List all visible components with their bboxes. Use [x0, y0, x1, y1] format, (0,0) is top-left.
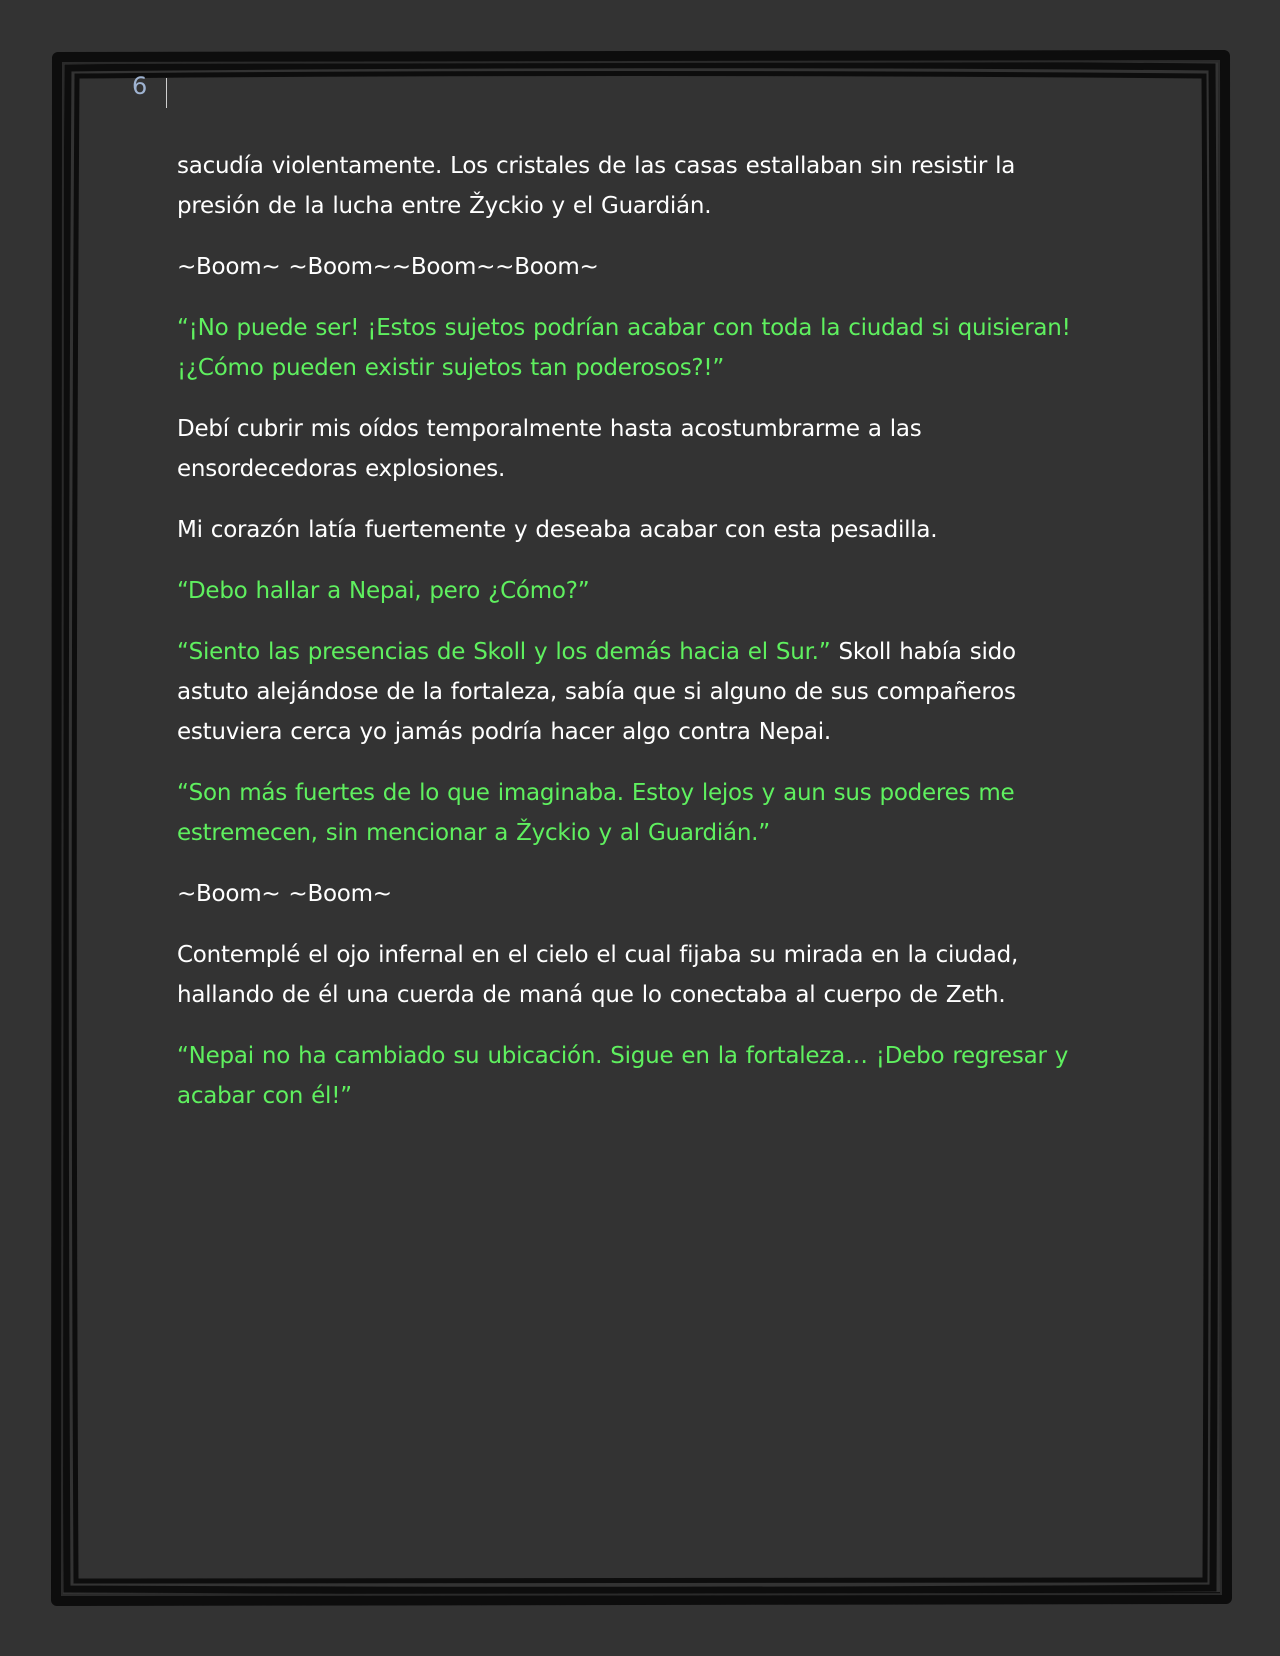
paragraph — [177, 571, 1087, 611]
narration-text: Contemplé el ojo infernal en el cielo el cual fijaba su mirada en la ciudad, hallando de él una cuerda de maná que lo conectaba al cuerpo de Zeth. — [177, 942, 1019, 1008]
narration-text: ~Boom~ ~Boom~ — [177, 881, 392, 907]
narration-text: sacudía violentamente. Los cristales de las casas estallaban sin resistir la presión de la lucha entre Žyckio y el Guardián. — [177, 153, 1016, 219]
paragraph — [177, 1036, 1087, 1116]
page-body-text — [177, 146, 1087, 1137]
dialogue-text: “¡No puede ser! ¡Estos sujetos podrían acabar con toda la ciudad si quisieran! ¡¿Cómo pueden existir sujetos tan poderosos?!” — [177, 315, 1071, 381]
paragraph — [177, 773, 1087, 853]
paragraph — [177, 935, 1087, 1015]
narration-text: Debí cubrir mis oídos temporalmente hasta acostumbrarme a las ensordecedoras explosiones. — [177, 416, 922, 482]
dialogue-text: “Nepai no ha cambiado su ubicación. Sigue en la fortaleza… ¡Debo regresar y acabar con él!” — [177, 1043, 1069, 1109]
paragraph — [177, 308, 1087, 388]
page-number: 6 — [132, 72, 148, 100]
paragraph — [177, 874, 1087, 914]
paragraph — [177, 247, 1087, 287]
page-number-divider — [166, 78, 167, 108]
dialogue-text: “Debo hallar a Nepai, pero ¿Cómo?” — [177, 578, 590, 604]
narration-text: Mi corazón latía fuertemente y deseaba acabar con esta pesadilla. — [177, 517, 938, 543]
dialogue-text: “Siento las presencias de Skoll y los demás hacia el Sur.” — [177, 639, 831, 665]
paragraph — [177, 409, 1087, 489]
paragraph — [177, 510, 1087, 550]
paragraph — [177, 146, 1087, 226]
paragraph — [177, 632, 1087, 752]
narration-text: Skoll había sido astuto alejándose de la fortaleza, sabía que si alguno de sus compañeros estuviera cerca yo jamás podría hacer algo contra Nepai. — [177, 639, 1016, 745]
dialogue-text: “Son más fuertes de lo que imaginaba. Estoy lejos y aun sus poderes me estremecen, sin mencionar a Žyckio y al Guardián.” — [177, 780, 1015, 846]
narration-text: ~Boom~ ~Boom~~Boom~~Boom~ — [177, 254, 599, 280]
